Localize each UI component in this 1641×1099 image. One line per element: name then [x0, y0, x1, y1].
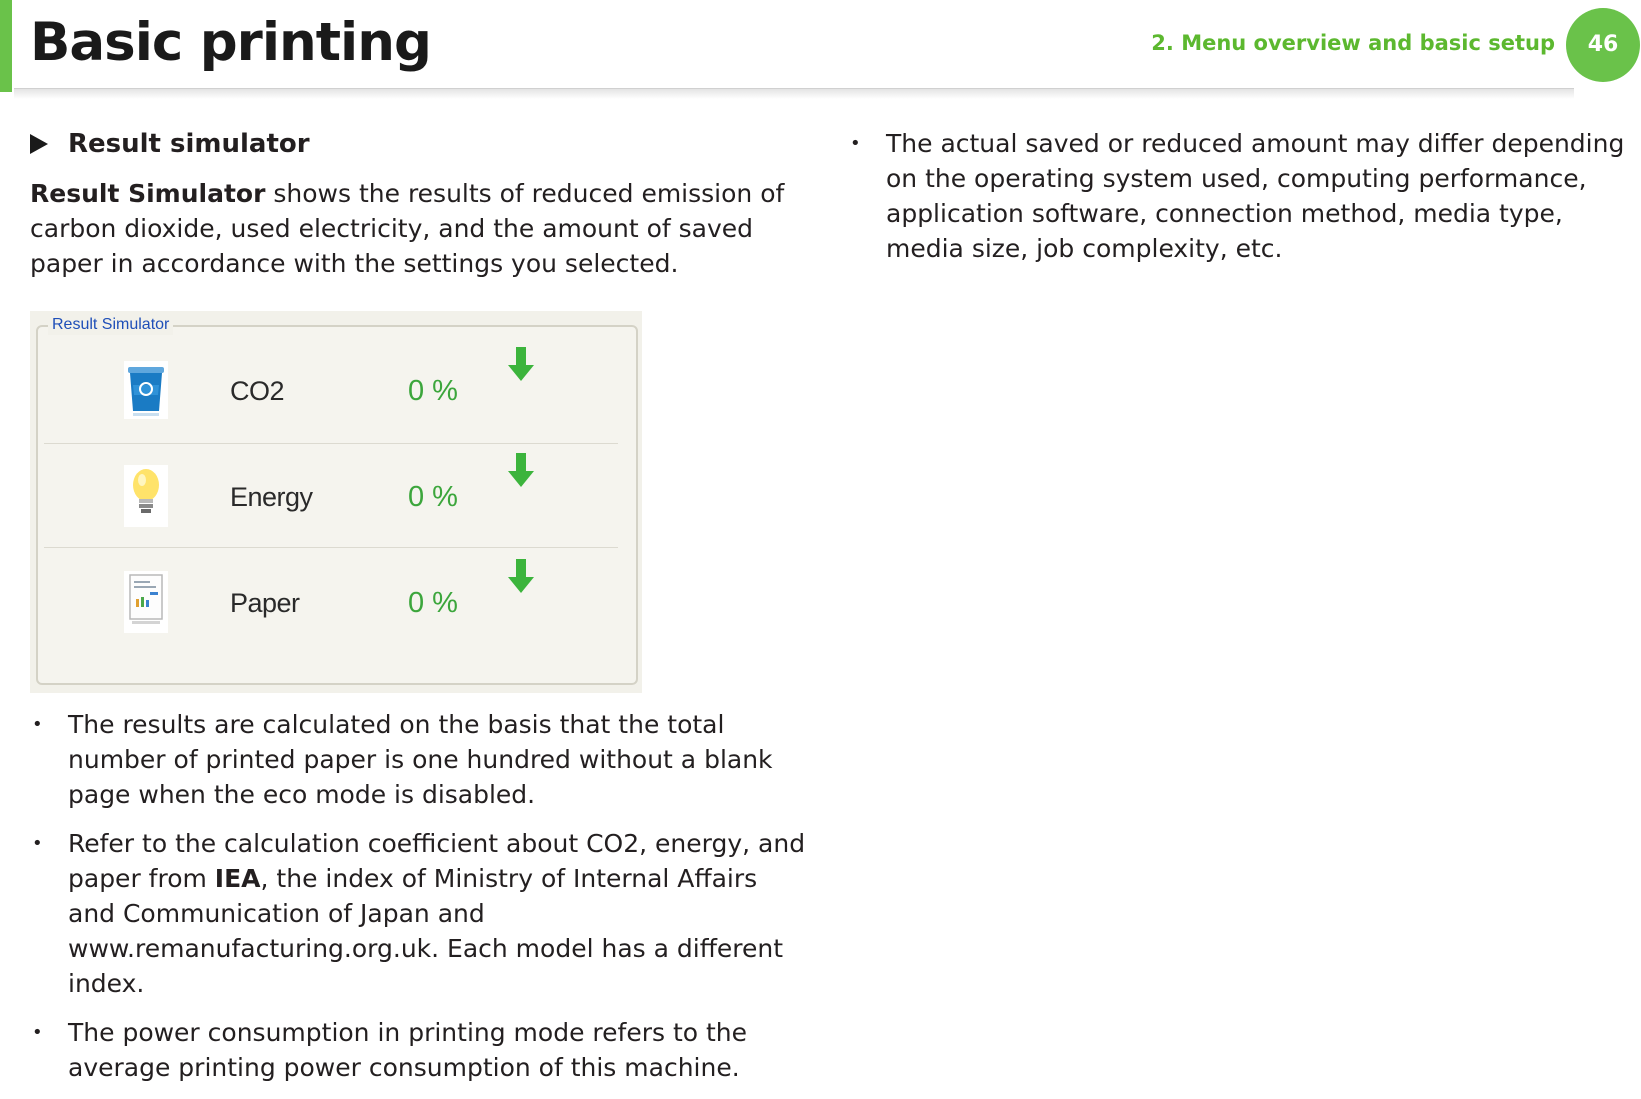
- list-item-text: The results are calculated on the basis that the total number of printed paper is one hundred without a blank page when the eco mode is disabled.: [68, 710, 773, 809]
- intro-text: shows the results of reduced emission of carbon dioxide, used electricity, and the amount of saved paper in accordance with the settings you selected.: [30, 179, 785, 278]
- list-item: [30, 707, 810, 812]
- section-heading: [30, 126, 810, 162]
- right-column: [848, 126, 1628, 280]
- page-title: Basic printing: [30, 12, 431, 73]
- row-label: CO2: [230, 376, 285, 406]
- header-accent-bar: [0, 0, 12, 92]
- intro-bold: Result Simulator: [30, 179, 266, 208]
- result-simulator-panel: [30, 311, 642, 693]
- row-label: Energy: [230, 482, 313, 512]
- down-arrow-icon: [506, 557, 536, 597]
- recycle-bin-icon: [122, 355, 170, 425]
- left-column: [30, 126, 810, 1099]
- paper-document-icon: [122, 567, 170, 637]
- list-item-text: Refer to the calculation coefficient about CO2, energy, and paper from: [68, 829, 806, 893]
- bullet-icon: •: [32, 833, 43, 854]
- chapter-title: 2. Menu overview and basic setup: [1151, 31, 1555, 55]
- simulator-row-co2: [44, 335, 614, 445]
- list-item: [30, 826, 810, 1001]
- list-item-text: , the index of Ministry of Internal Affairs and Communication of Japan and www.remanufacturing.org.uk. Each model has a different index.: [68, 864, 784, 998]
- intro-paragraph: [30, 176, 810, 281]
- simulator-row-paper: [44, 547, 614, 657]
- bullet-icon: •: [850, 133, 861, 154]
- list-item: [30, 1015, 810, 1085]
- iea-bold: IEA: [214, 864, 261, 893]
- bullet-icon: •: [32, 714, 43, 735]
- notes-list-right: [848, 126, 1628, 266]
- list-item: [848, 126, 1628, 266]
- down-arrow-icon: [506, 451, 536, 491]
- down-arrow-icon: [506, 345, 536, 385]
- notes-list-left: [30, 707, 810, 1085]
- section-heading-text: Result simulator: [68, 129, 310, 159]
- bullet-icon: •: [32, 1022, 43, 1043]
- list-item-text: The actual saved or reduced amount may differ depending on the operating system used, computing performance, application software, connection method, media type, media size, job complexity, etc.: [886, 129, 1625, 263]
- light-bulb-icon: [122, 461, 170, 531]
- simulator-legend: Result Simulator: [48, 315, 173, 335]
- header-rule: [14, 88, 1574, 99]
- row-value: 0 %: [408, 587, 458, 619]
- row-value: 0 %: [408, 375, 458, 407]
- page-number-badge: 46: [1566, 8, 1640, 82]
- row-value: 0 %: [408, 481, 458, 513]
- list-item-text: The power consumption in printing mode refers to the average printing power consumption of this machine.: [68, 1018, 748, 1082]
- simulator-row-energy: [44, 441, 614, 551]
- row-label: Paper: [230, 588, 300, 618]
- arrow-right-icon: [30, 134, 48, 154]
